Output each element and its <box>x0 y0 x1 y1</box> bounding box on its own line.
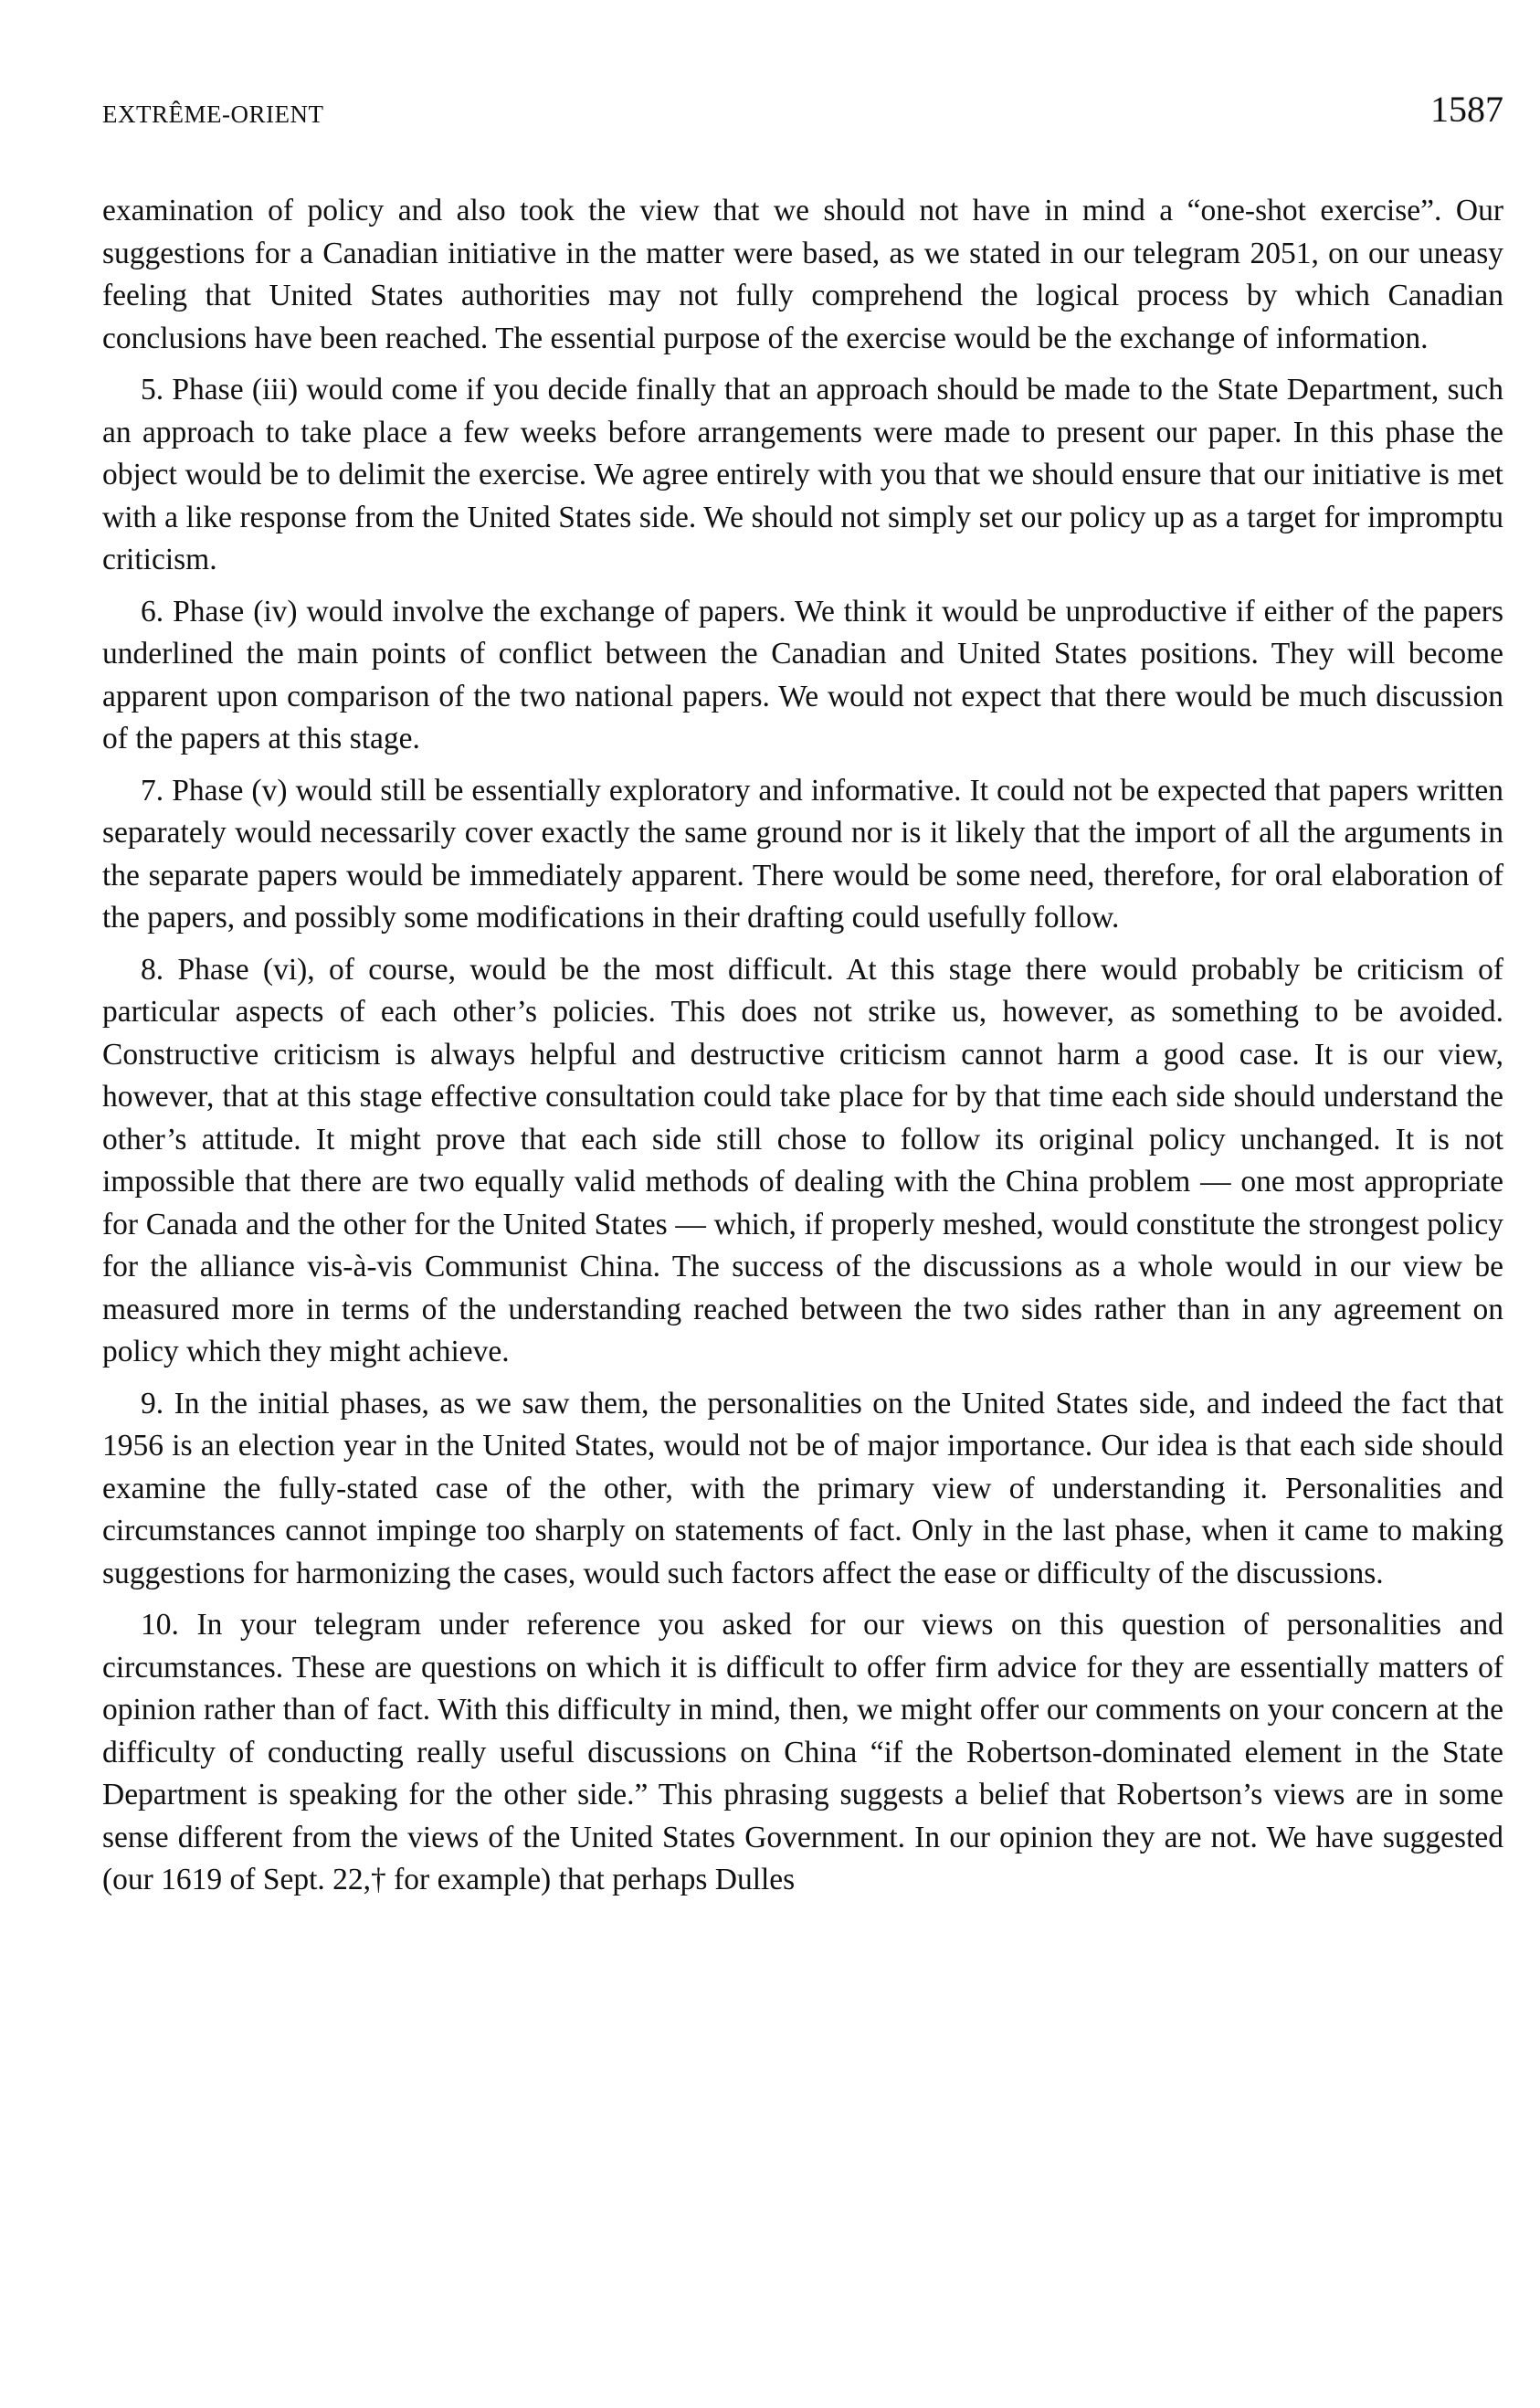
paragraph-5: 5. Phase (iii) would come if you decide finally that an approach should be made to the State Department, such an approach to take place a few weeks before arrangements were made to present our paper. In this phase the object would be to delimit the exercise. We agree entirely with you that we should ensure that our initiative is met with a like response from the United States side. We should not simply set our policy up as a target for impromptu criticism. <box>102 373 1503 576</box>
paragraph-8: 8. Phase (vi), of course, would be the most difficult. At this stage there would probably be criticism of particular aspects of each other’s policies. This does not strike us, however, as something to be avoided. Constructive criticism is always helpful and destructive criticism cannot harm a good case. It is our view, however, that at this stage effective consultation could take place for by that time each side should understand the other’s attitude. It might prove that each side still chose to follow its original policy unchanged. It is not impossible that there are two equally valid methods of dealing with the China problem — one most appropriate for Canada and the other for the United States — which, if properly meshed, would constitute the strongest policy for the alliance vis-à-vis Communist China. The success of the discussions as a whole would in our view be measured more in terms of the understanding reached between the two sides rather than in any agreement on policy which they might achieve. <box>102 952 1503 1368</box>
paragraph-9: 9. In the initial phases, as we saw them, the personalities on the United States side, and indeed the fact that 1956 is an election year in the United States, would not be of major importance. Our idea is that each side should examine the fully-stated case of the other, with the primary view of understanding it. Personalities and circumstances cannot impinge too sharply on statements of fact. Only in the last phase, when it came to making suggestions for harmonizing the cases, would such factors affect the ease or difficulty of the discussions. <box>102 1386 1503 1590</box>
paragraph-6: 6. Phase (iv) would involve the exchange of papers. We think it would be unproductive if either of the papers underlined the main points of conflict between the Canadian and United States positions. They will become apparent upon comparison of the two national papers. We would not expect that there would be much discussion of the papers at this stage. <box>102 594 1503 755</box>
paragraph-10: 10. In your telegram under reference you asked for our views on this question of personalities and circumstances. These are questions on which it is difficult to offer firm advice for they are essentially matters of opinion rather than of fact. With this difficulty in mind, then, we might offer our comments on your concern at the difficulty of conducting really useful discussions on China “if the Robertson-dominated element in the State Department is speaking for the other side.” This phrasing suggests a belief that Robertson’s views are in some sense different from the views of the United States Government. In our opinion they are not. We have suggested (our 1619 of Sept. 22,† for example) that perhaps Dulles <box>102 1608 1503 1896</box>
paragraph-continuation: examination of policy and also took the view that we should not have in mind a “one-shot exercise”. Our suggestions for a Canadian initiative in the matter were based, as we stated in our telegram 2051, on our uneasy feeling that United States authorities may not fully comprehend the logical process by which Canadian conclusions have been reached. The essential purpose of the exercise would be the exchange of information. <box>102 194 1503 355</box>
section-title: EXTRÊME-ORIENT <box>102 100 324 128</box>
page-number: 1587 <box>1430 89 1503 130</box>
paragraph-7: 7. Phase (v) would still be essentially exploratory and informative. It could not be expected that papers written separately would necessarily cover exactly the same ground nor is it likely that the import of all the arguments in the separate papers would be immediately apparent. There would be some need, therefore, for oral elaboration of the papers, and possibly some modifications in their drafting could usefully follow. <box>102 773 1503 935</box>
body-text <box>102 190 1503 1911</box>
running-header <box>102 88 1503 143</box>
